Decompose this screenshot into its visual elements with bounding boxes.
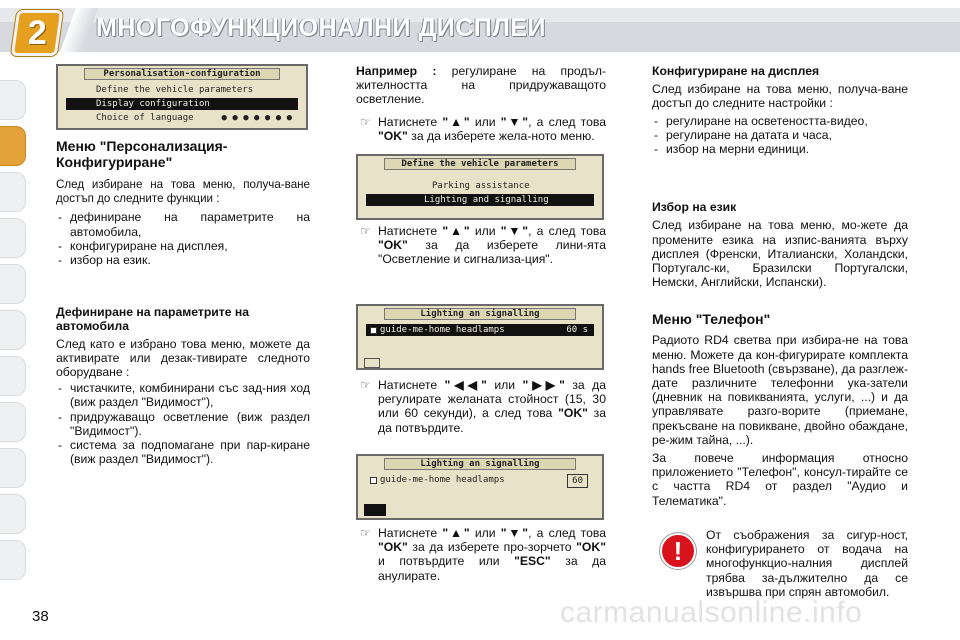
language-text: След избиране на това меню, мо-жете да промените езика на изпис-ванията върху дисплея (Френски, Италиански, Холандски, Португалс-ки, Бразилски Португалски, Немски, Английски, Испански). xyxy=(652,218,908,290)
list-item: - конфигуриране на дисплея, xyxy=(56,239,310,253)
list-item: - регулиране на осветеността-видео, xyxy=(652,114,908,128)
list-item: - придружаващо осветление (виж раздел "Видимост"). xyxy=(56,410,310,438)
lcd-value: 60 xyxy=(567,474,588,488)
pointing-hand-icon: ☞ xyxy=(360,526,371,540)
example-label: Например : xyxy=(356,64,437,78)
params-list xyxy=(56,381,310,466)
step-text: или xyxy=(469,114,501,129)
language-flags-icon: ● ● ● ● ● ● ● xyxy=(221,113,292,123)
esc-key: "ESC" xyxy=(514,554,551,569)
example-text: регулиране на продъл-жителността на придружаващото осветление. xyxy=(356,64,606,107)
step-2 xyxy=(356,224,606,267)
list-item: - избор на език. xyxy=(56,253,310,267)
pointing-hand-icon: ☞ xyxy=(360,378,371,392)
thumb-tab-5[interactable] xyxy=(0,264,26,304)
pointing-hand-icon: ☞ xyxy=(360,114,371,129)
lcd-row xyxy=(366,474,594,486)
lcd-row: Define the vehicle parameters xyxy=(96,85,254,95)
step-text: за да изберете лини-ята "Осветление и сигнализа-ция". xyxy=(378,238,606,267)
display-list xyxy=(652,114,908,157)
warning-exclamation-icon xyxy=(660,533,696,569)
step-text: за да потвърдите. xyxy=(378,406,606,435)
middle-column-top xyxy=(356,64,606,143)
warning-symbol: ! xyxy=(673,535,683,566)
phone-text: Радиото RD4 светва при избира-не на това меню. Можете да кон-фигурирате комплекта hands free Bluetooth (свързване), да разглеж-дате различните телефонни ука-затели (дневник на повикванията, услуги, ...) и да управлявате разго-ворите (приемане, прекъсване на повикване, двойно обаждане, ре-жим тайна, ...). xyxy=(652,333,908,447)
ok-key: "OK" xyxy=(558,406,588,421)
watermark: carmanualsonline.info xyxy=(560,596,863,629)
step-text: Натиснете xyxy=(378,526,443,540)
lcd-checkbox-box xyxy=(364,358,380,368)
params-intro: След като е избрано това меню, можете да активирате или дезак-тивирате следното оборудване : xyxy=(56,336,310,380)
warning-text: От съображения за сигур-ност, конфигурирането от водача на многофункцио-налния дисплей трябва за-дължително да се извършва при спрян автомобил. xyxy=(706,528,908,599)
thumb-tab-9[interactable] xyxy=(0,448,26,488)
middle-column-step4 xyxy=(356,526,606,583)
step-1 xyxy=(356,115,606,143)
ok-key: "OK" xyxy=(378,128,408,143)
list-item: - система за подпомагане при пар-киране (виж раздел "Видимост"). xyxy=(56,438,310,466)
thumb-tab-1[interactable] xyxy=(0,80,26,120)
step-4 xyxy=(356,526,606,583)
lcd-row-text: Choice of language xyxy=(96,113,194,123)
up-key: "▲" xyxy=(442,526,470,540)
display-intro: След избиране на това меню, получа-ване достъп до следните настройки : xyxy=(652,82,908,111)
step-text: за да изберете про-зорчето xyxy=(407,540,577,555)
phone-heading: Меню "Телефон" xyxy=(652,311,771,328)
thumb-tab-8[interactable] xyxy=(0,402,26,442)
lcd-screen-lighting-1 xyxy=(356,304,604,370)
up-key: "▲" xyxy=(442,114,470,129)
warning-box xyxy=(706,528,908,599)
step-text: за да изберете жела-ното меню. xyxy=(407,128,595,143)
right-key: "▶▶" xyxy=(522,378,565,392)
thumb-tab-4[interactable] xyxy=(0,218,26,258)
step-text: или xyxy=(486,378,523,392)
lcd-row xyxy=(66,112,298,124)
step-text: за да анулирате. xyxy=(378,554,606,583)
chapter-number-badge xyxy=(11,10,63,56)
step-text: или xyxy=(469,526,501,540)
thumb-tab-2-active[interactable] xyxy=(0,126,26,166)
ok-key: "OK" xyxy=(378,238,408,253)
lcd-value: 60 s xyxy=(566,325,588,335)
down-key: "▼" xyxy=(500,526,529,540)
list-item: - чистачките, комбинирани със зад-ния ход (виж раздел "Видимост"), xyxy=(56,381,310,409)
display-heading: Конфигуриране на дисплея xyxy=(652,64,820,78)
phone-more-text: За повече информация относно приложението "Телефон", консул-тирайте се с частта RD4 от раздел "Аудио и Телематика". xyxy=(652,451,908,508)
step-3 xyxy=(356,378,606,435)
menu-heading: Меню "Персонализация-Конфигуриране" xyxy=(56,138,228,170)
middle-column-step2 xyxy=(356,224,606,267)
lcd-row-selected: Lighting and signalling xyxy=(366,194,594,206)
step-text: , а след това xyxy=(528,224,607,238)
lcd-screen-vehicle-params xyxy=(356,154,604,220)
left-column xyxy=(56,138,310,466)
thumb-tab-10[interactable] xyxy=(0,494,26,534)
thumb-tab-3[interactable] xyxy=(0,172,26,212)
step-text: за да регулирате желаната стойност (15, 30 или 60 секунди), а след това xyxy=(378,378,607,421)
step-text: , а след това xyxy=(528,114,607,129)
step-text: Натиснете xyxy=(378,114,443,129)
lcd-row-selected: Display configuration xyxy=(66,98,298,110)
lcd-row-text: guide-me-home headlamps xyxy=(380,325,505,335)
params-heading: Дефиниране на параметрите на автомобила xyxy=(56,305,250,334)
step-text: и потвърдите или xyxy=(378,554,515,569)
language-heading: Избор на език xyxy=(652,200,737,215)
chapter-number: 2 xyxy=(27,13,47,52)
list-item: - дефиниране на параметрите на автомобила, xyxy=(56,210,310,238)
lcd-title: Lighting an signalling xyxy=(384,458,576,470)
lcd-row: Parking assistance xyxy=(432,181,530,191)
chapter-header xyxy=(0,0,960,62)
thumb-tab-7[interactable] xyxy=(0,356,26,396)
chapter-title: МНОГОФУНКЦИОНАЛНИ ДИСПЛЕИ xyxy=(96,14,546,42)
right-column xyxy=(652,64,908,508)
left-key: "◀◀" xyxy=(444,378,487,392)
step-text: или xyxy=(469,224,501,238)
step-text: Натиснете xyxy=(378,378,445,392)
ok-key: "OK" xyxy=(378,540,408,555)
lcd-ok-box-selected xyxy=(364,504,386,516)
menu-list xyxy=(56,210,310,267)
checkbox-icon xyxy=(370,477,377,484)
lcd-title: Lighting an signalling xyxy=(384,308,576,320)
lcd-title: Define the vehicle parameters xyxy=(384,158,576,170)
thumb-tab-6[interactable] xyxy=(0,310,26,350)
lcd-row-text: guide-me-home headlamps xyxy=(380,475,505,485)
example-paragraph xyxy=(356,64,606,107)
lcd-screen-personalisation xyxy=(56,64,308,130)
page-number: 38 xyxy=(32,608,49,625)
thumb-tab-11[interactable] xyxy=(0,540,26,580)
menu-intro: След избиране на това меню, получа-ване достъп до следните функции : xyxy=(56,178,310,206)
lcd-title: Personalisation-configuration xyxy=(84,68,280,80)
step-text: Натиснете xyxy=(378,224,443,238)
down-key: "▼" xyxy=(500,114,529,129)
up-key: "▲" xyxy=(442,224,470,238)
lcd-row-selected xyxy=(366,324,594,336)
lcd-screen-lighting-2 xyxy=(356,454,604,520)
checkbox-icon xyxy=(370,327,377,334)
list-item: - избор на мерни единици. xyxy=(652,142,908,156)
list-item: - регулиране на датата и часа, xyxy=(652,128,908,142)
pointing-hand-icon: ☞ xyxy=(360,224,371,238)
step-text: , а след това xyxy=(528,526,607,540)
down-key: "▼" xyxy=(500,224,529,238)
middle-column-step3 xyxy=(356,378,606,435)
ok-key: "OK" xyxy=(576,540,606,555)
